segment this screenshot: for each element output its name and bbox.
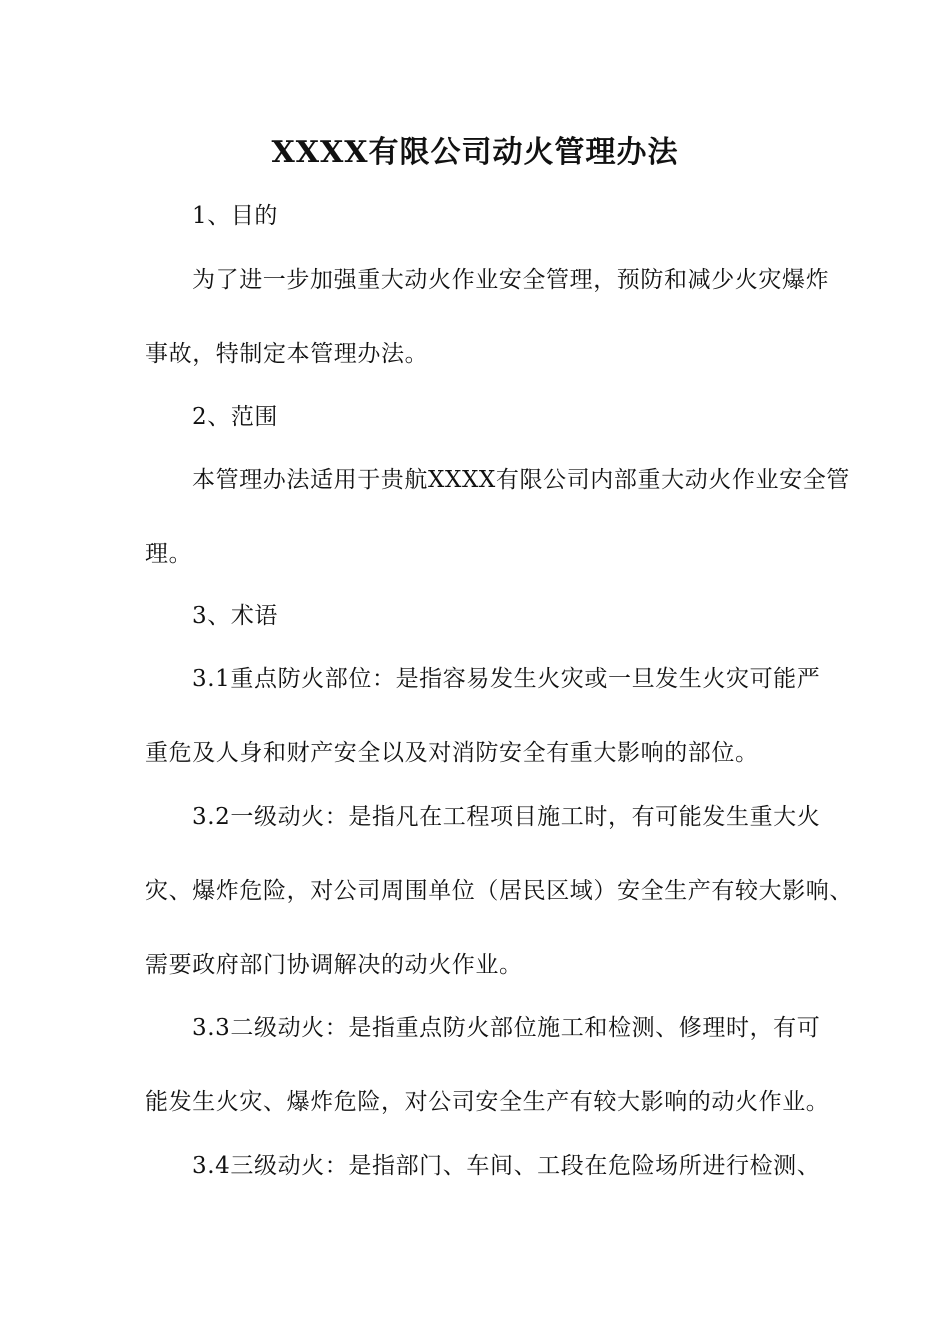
paragraph-line: 本管理办法适用于贵航XXXX有限公司内部重大动火作业安全管 bbox=[192, 467, 850, 493]
paragraph-line: 需要政府部门协调解决的动火作业。 bbox=[145, 952, 523, 978]
paragraph-line: 理。 bbox=[145, 541, 193, 567]
paragraph-line: 为了进一步加强重大动火作业安全管理，预防和减少火灾爆炸 bbox=[192, 267, 830, 293]
paragraph-line: 能发生火灾、爆炸危险，对公司安全生产有较大影响的动火作业。 bbox=[145, 1089, 830, 1115]
paragraph-line: 3.2一级动火：是指凡在工程项目施工时，有可能发生重大火 bbox=[192, 804, 821, 830]
paragraph-line: 灾、爆炸危险，对公司周围单位（居民区域）安全生产有较大影响、 bbox=[145, 878, 853, 904]
section-heading-terms: 3、术语 bbox=[192, 603, 279, 629]
paragraph-line: 3.3二级动火：是指重点防火部位施工和检测、修理时，有可 bbox=[192, 1015, 821, 1041]
document-title: XXXX有限公司动火管理办法 bbox=[271, 135, 679, 170]
paragraph-line: 3.4三级动火：是指部门、车间、工段在危险场所进行检测、 bbox=[192, 1153, 821, 1179]
paragraph-line: 3.1重点防火部位：是指容易发生火灾或一旦发生火灾可能严 bbox=[192, 666, 821, 692]
section-heading-purpose: 1、目的 bbox=[192, 203, 279, 229]
paragraph-line: 事故，特制定本管理办法。 bbox=[145, 341, 429, 367]
section-heading-scope: 2、范围 bbox=[192, 404, 279, 430]
paragraph-line: 重危及人身和财产安全以及对消防安全有重大影响的部位。 bbox=[145, 740, 759, 766]
